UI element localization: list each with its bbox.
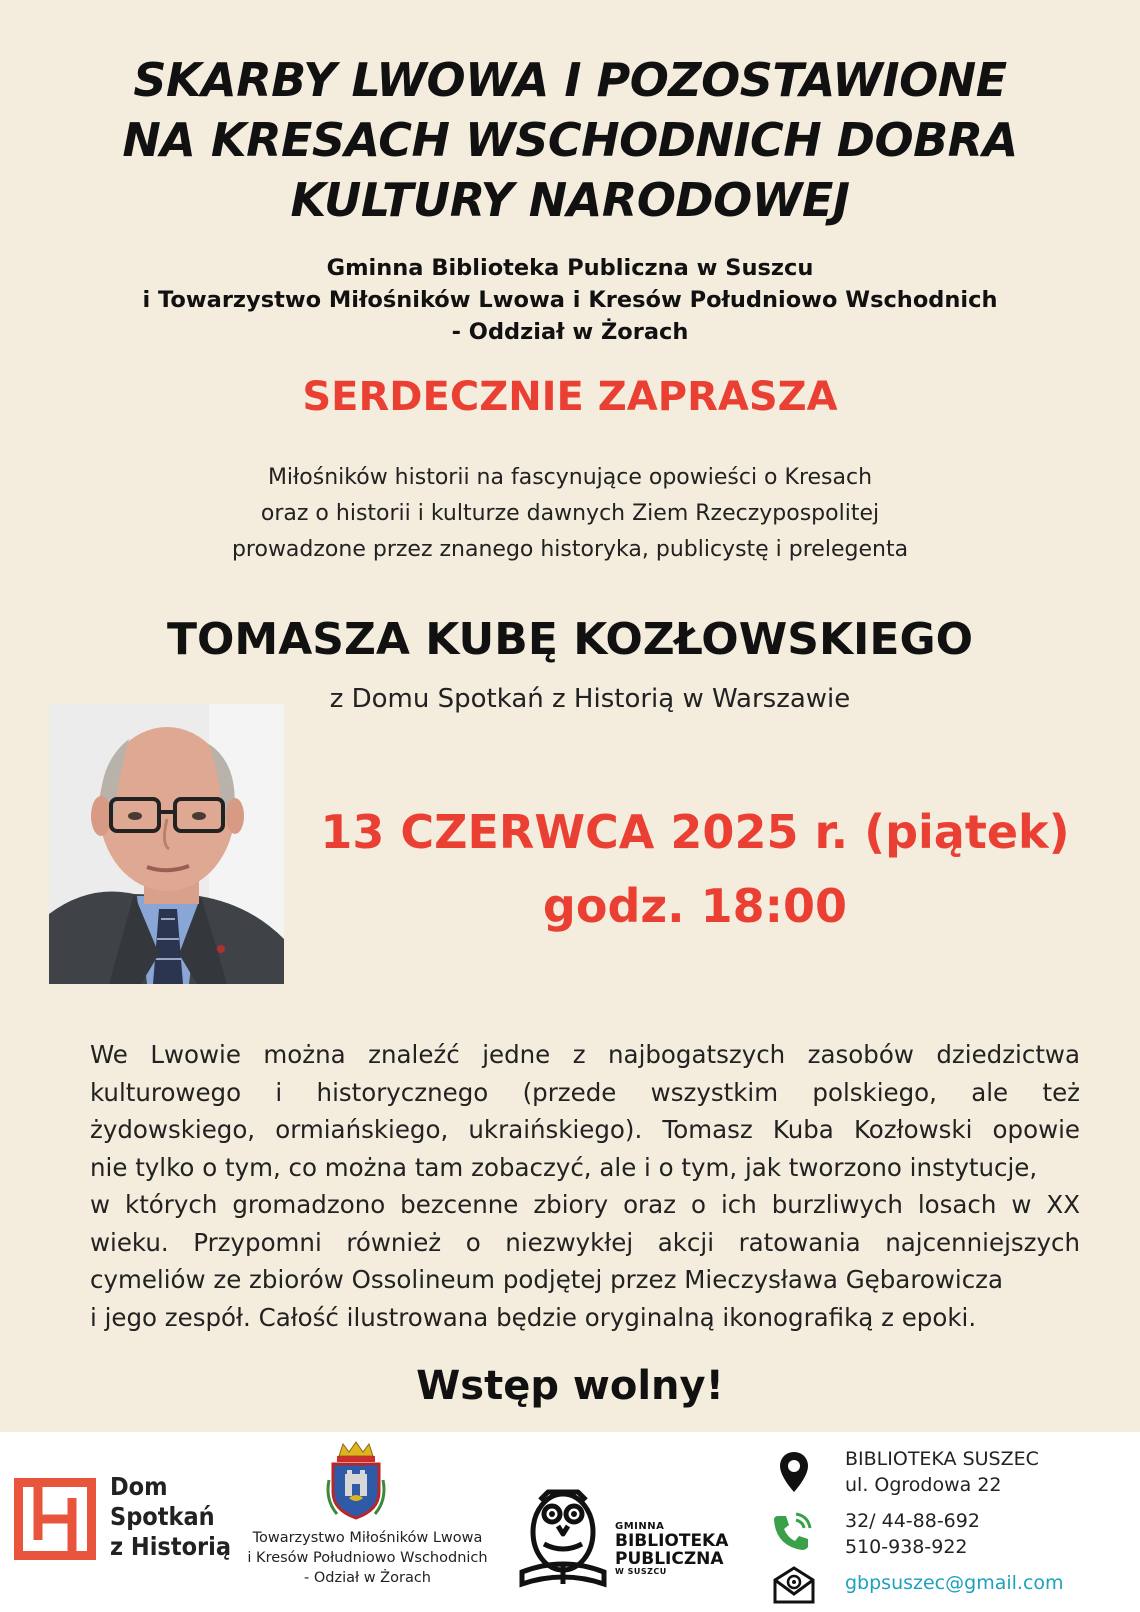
contact-phones xyxy=(845,1508,980,1560)
dsh-line-3: z Historią xyxy=(110,1532,232,1561)
tml-logo-text xyxy=(235,1528,500,1588)
poster-title xyxy=(0,50,1140,230)
gbp-line-1: GMINNA xyxy=(615,1521,665,1532)
description-line: We Lwowie można znaleźć jedne z najbogatszych zasobów dziedzictwa xyxy=(90,1040,1080,1069)
event-time: godz. 18:00 xyxy=(542,879,848,933)
gbp-logo-text xyxy=(615,1522,728,1576)
contact-address xyxy=(845,1446,1039,1498)
owl-logo-icon xyxy=(518,1484,608,1590)
tml-line-2: i Kresów Południowo Wschodnich xyxy=(247,1550,488,1566)
speaker-photo xyxy=(49,704,284,984)
dom-spotkan-logo-icon xyxy=(14,1478,96,1560)
description-line: w których gromadzono bezcenne zbiory oraz o ich burzliwych losach w XX xyxy=(90,1190,1080,1219)
event-datetime xyxy=(300,795,1090,943)
title-line-3: KULTURY NARODOWEJ xyxy=(290,173,850,227)
description-line: żydowskiego, ormiańskiego, ukraińskiego). Tomasz Kuba Kozłowski opowie xyxy=(90,1115,1080,1144)
title-line-1: SKARBY LWOWA I POZOSTAWIONE xyxy=(133,53,1007,107)
envelope-icon xyxy=(772,1566,816,1604)
gbp-line-4: W SUSZCU xyxy=(615,1567,667,1576)
contact-email[interactable]: gbpsuszec@gmail.com xyxy=(845,1572,1064,1594)
contact-place: BIBLIOTEKA SUSZEC xyxy=(845,1448,1039,1470)
event-description xyxy=(90,1036,1080,1336)
tml-line-1: Towarzystwo Miłośników Lwowa xyxy=(252,1530,483,1546)
speaker-affiliation: z Domu Spotkań z Historią w Warszawie xyxy=(329,684,851,714)
intro-line-3: prowadzone przez znanego historyka, publicystę i prelegenta xyxy=(231,537,909,562)
invite-heading: SERDECZNIE ZAPRASZA xyxy=(302,374,838,420)
description-line: wieku. Przypomni również o niezwykłej akcji ratowania najcenniejszych xyxy=(90,1227,1080,1257)
footer xyxy=(0,1432,1140,1612)
dom-spotkan-logo-text xyxy=(110,1472,231,1562)
intro-text xyxy=(0,460,1140,568)
contact-phone-1: 32/ 44-88-692 xyxy=(845,1510,980,1532)
intro-line-2: oraz o historii i kulturze dawnych Ziem Rzeczypospolitej xyxy=(260,501,880,526)
intro-line-1: Miłośników historii na fascynujące opowieści o Kresach xyxy=(267,465,873,490)
contact-phone-2: 510-938-922 xyxy=(845,1536,968,1558)
speaker-name: TOMASZA KUBĘ KOZŁOWSKIEGO xyxy=(167,614,973,665)
dsh-line-2: Spotkań xyxy=(110,1502,215,1531)
speaker-portrait-illustration xyxy=(49,704,284,984)
description-line: cymeliów ze zbiorów Ossolineum podjętej przez Mieczysława Gębarowicza xyxy=(90,1265,1004,1294)
phone-icon xyxy=(770,1510,814,1554)
lwow-crest-icon xyxy=(325,1440,387,1524)
dsh-line-1: Dom xyxy=(110,1472,168,1501)
free-entry: Wstęp wolny! xyxy=(416,1363,724,1409)
organizer-line-1: Gminna Biblioteka Publiczna w Suszcu xyxy=(326,255,814,281)
gbp-line-3: PUBLICZNA xyxy=(615,1549,724,1569)
contact-street: ul. Ogrodowa 22 xyxy=(845,1474,1002,1496)
event-date: 13 CZERWCA 2025 r. (piątek) xyxy=(320,805,1070,859)
title-line-2: NA KRESACH WSCHODNICH DOBRA xyxy=(122,113,1018,167)
organizer-line-3: - Oddział w Żorach xyxy=(451,319,689,345)
gbp-line-2: BIBLIOTEKA xyxy=(615,1531,729,1551)
organizers xyxy=(0,252,1140,348)
location-pin-icon xyxy=(778,1450,810,1494)
description-line: nie tylko o tym, co można tam zobaczyć, ale i o tym, jak tworzono instytucje, xyxy=(90,1152,1038,1182)
description-line: kulturowego i historycznego (przede wszystkim polskiego, ale też xyxy=(90,1077,1080,1107)
description-line: i jego zespół. Całość ilustrowana będzie oryginalną ikonografiką z epoki. xyxy=(90,1302,977,1332)
tml-line-3: - Odział w Żorach xyxy=(304,1570,431,1586)
organizer-line-2: i Towarzystwo Miłośników Lwowa i Kresów Południowo Wschodnich xyxy=(142,287,998,313)
